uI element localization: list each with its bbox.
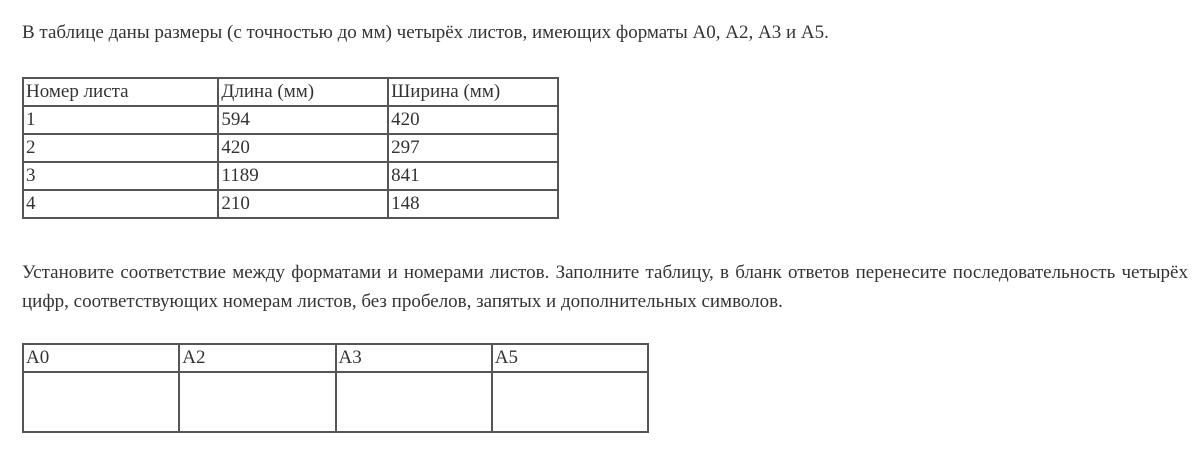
intro-text: В таблице даны размеры (с точностью до мм) четырёх листов, имеющих форматы А0, А2, А3 и А5.	[22, 22, 829, 43]
answer-cell-a5[interactable]	[492, 372, 648, 432]
table-row	[23, 134, 558, 162]
table-header-row	[23, 78, 558, 106]
table-row	[23, 190, 558, 218]
cell-length: 1189	[218, 162, 388, 190]
cell-sheet-number: 3	[23, 162, 218, 190]
task-text: Установите соответствие между форматами и номерами листов. Заполните таблицу, в бланк ответов перенесите последовательность четырёх цифр, соответствующих номерам листов, без пробелов, запятых и дополнительных символов.	[22, 262, 1188, 312]
cell-sheet-number: 4	[23, 190, 218, 218]
cell-width: 420	[388, 106, 558, 134]
table-row	[23, 162, 558, 190]
sheet-sizes-table	[22, 77, 559, 219]
header-length: Длина (мм)	[218, 78, 388, 106]
cell-width: 297	[388, 134, 558, 162]
answer-cell-a3[interactable]	[336, 372, 492, 432]
answer-header-a3: А3	[336, 344, 492, 372]
answer-header-row	[23, 344, 648, 372]
answer-header-a2: А2	[179, 344, 335, 372]
header-sheet-number: Номер листа	[23, 78, 218, 106]
answer-cell-a0[interactable]	[23, 372, 179, 432]
answer-cell-a2[interactable]	[179, 372, 335, 432]
cell-width: 148	[388, 190, 558, 218]
header-width: Ширина (мм)	[388, 78, 558, 106]
cell-width: 841	[388, 162, 558, 190]
answer-table	[22, 343, 649, 433]
cell-length: 594	[218, 106, 388, 134]
table-row	[23, 106, 558, 134]
cell-sheet-number: 1	[23, 106, 218, 134]
cell-sheet-number: 2	[23, 134, 218, 162]
answer-header-a5: А5	[492, 344, 648, 372]
cell-length: 210	[218, 190, 388, 218]
answer-input-row	[23, 372, 648, 432]
answer-header-a0: А0	[23, 344, 179, 372]
cell-length: 420	[218, 134, 388, 162]
